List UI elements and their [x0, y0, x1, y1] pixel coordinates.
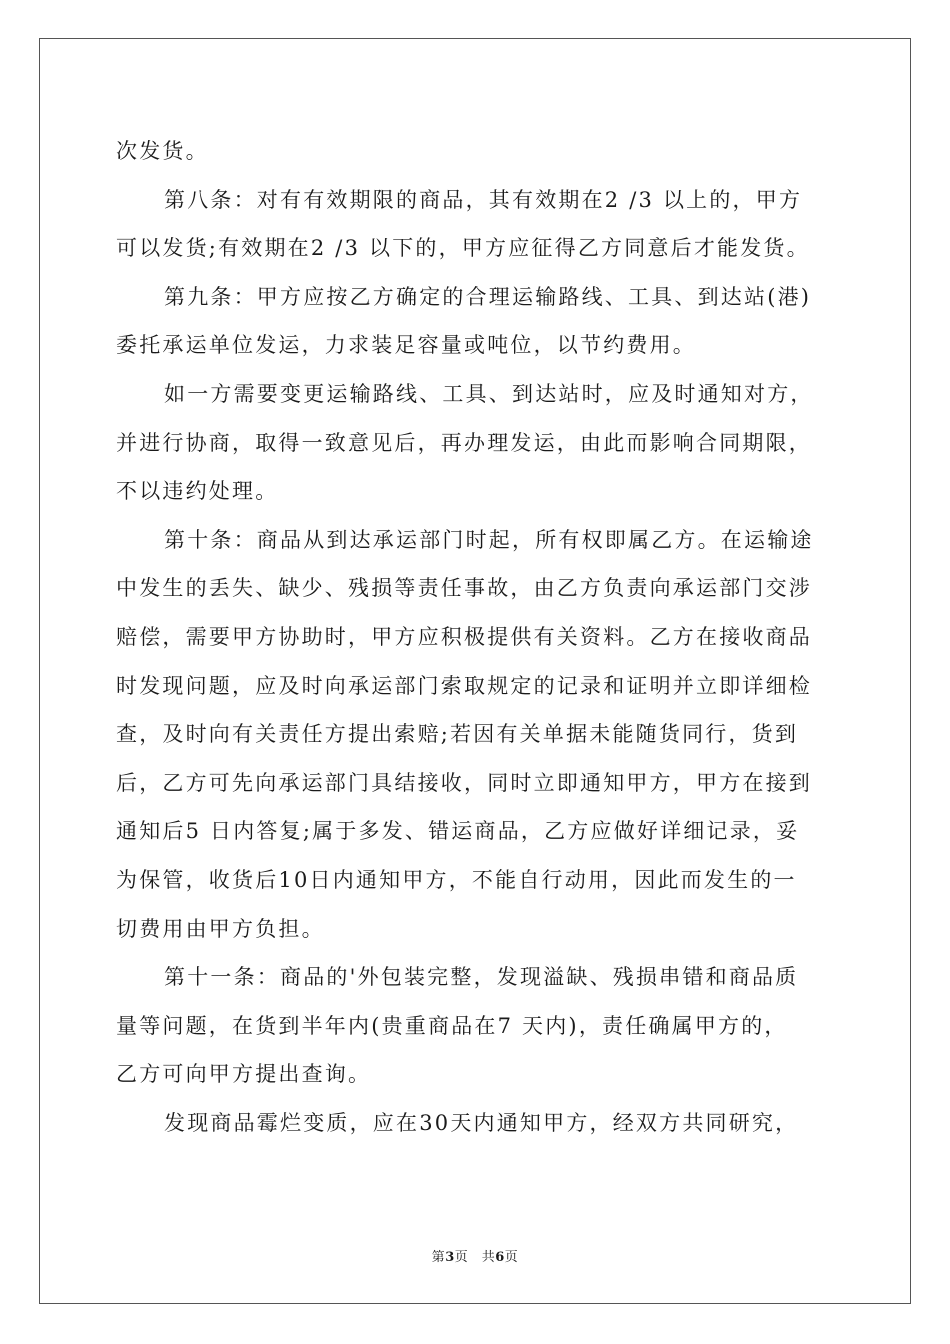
text-line: 第十条：商品从到达承运部门时起，所有权即属乙方。在运输途: [164, 527, 814, 552]
footer-middle: 页 共: [454, 1250, 496, 1265]
text-line: 时发现问题，应及时向承运部门索取规定的记录和证明并立即详细检: [116, 673, 812, 698]
text-line: 第九条：甲方应按乙方确定的合理运输路线、工具、到达站(港): [164, 284, 812, 309]
footer-prefix: 第: [431, 1250, 446, 1265]
text-line: 量等问题，在货到半年内(贵重商品在7 天内)，责任确属甲方的，: [116, 1013, 788, 1038]
total-page-number: 6: [495, 1250, 505, 1265]
document-body: [116, 127, 836, 1147]
text-line: 不以违约处理。: [116, 479, 279, 504]
text-line: 发现商品霉烂变质，应在30天内通知甲方，经双方共同研究，: [164, 1110, 799, 1135]
text-line: 后，乙方可先向承运部门具结接收，同时立即通知甲方，甲方在接到: [116, 770, 812, 795]
text-line: 通知后5 日内答复;属于多发、错运商品，乙方应做好详细记录，妥: [116, 819, 800, 844]
text-line: 委托承运单位发运，力求装足容量或吨位，以节约费用。: [116, 333, 696, 358]
footer-suffix: 页: [504, 1250, 519, 1265]
text-line: 次发货。: [116, 139, 209, 163]
text-line: 如一方需要变更运输路线、工具、到达站时，应及时通知对方，: [164, 381, 814, 406]
text-line: 乙方可向甲方提出查询。: [116, 1062, 372, 1087]
text-line: 为保管，收货后10日内通知甲方，不能自行动用，因此而发生的一: [116, 867, 797, 892]
page-footer: [0, 1246, 950, 1265]
text-line: 第八条：对有有效期限的商品，其有效期在2 /3 以上的，甲方: [164, 187, 803, 212]
current-page-number: 3: [445, 1250, 455, 1265]
text-line: 可以发货;有效期在2 /3 以下的，甲方应征得乙方同意后才能发货。: [116, 236, 810, 261]
text-line: 切费用由甲方负担。: [116, 916, 325, 941]
text-line: 赔偿，需要甲方协助时，甲方应积极提供有关资料。乙方在接收商品: [116, 624, 812, 649]
text-line: 并进行协商，取得一致意见后，再办理发运，由此而影响合同期限，: [116, 430, 812, 455]
text-line: 查，及时向有关责任方提出索赔;若因有关单据未能随货同行，货到: [116, 722, 799, 747]
text-line: 第十一条：商品的'外包装完整，发现溢缺、残损串错和商品质: [164, 965, 799, 990]
text-line: 中发生的丢失、缺少、残损等责任事故，由乙方负责向承运部门交涉: [116, 576, 812, 601]
